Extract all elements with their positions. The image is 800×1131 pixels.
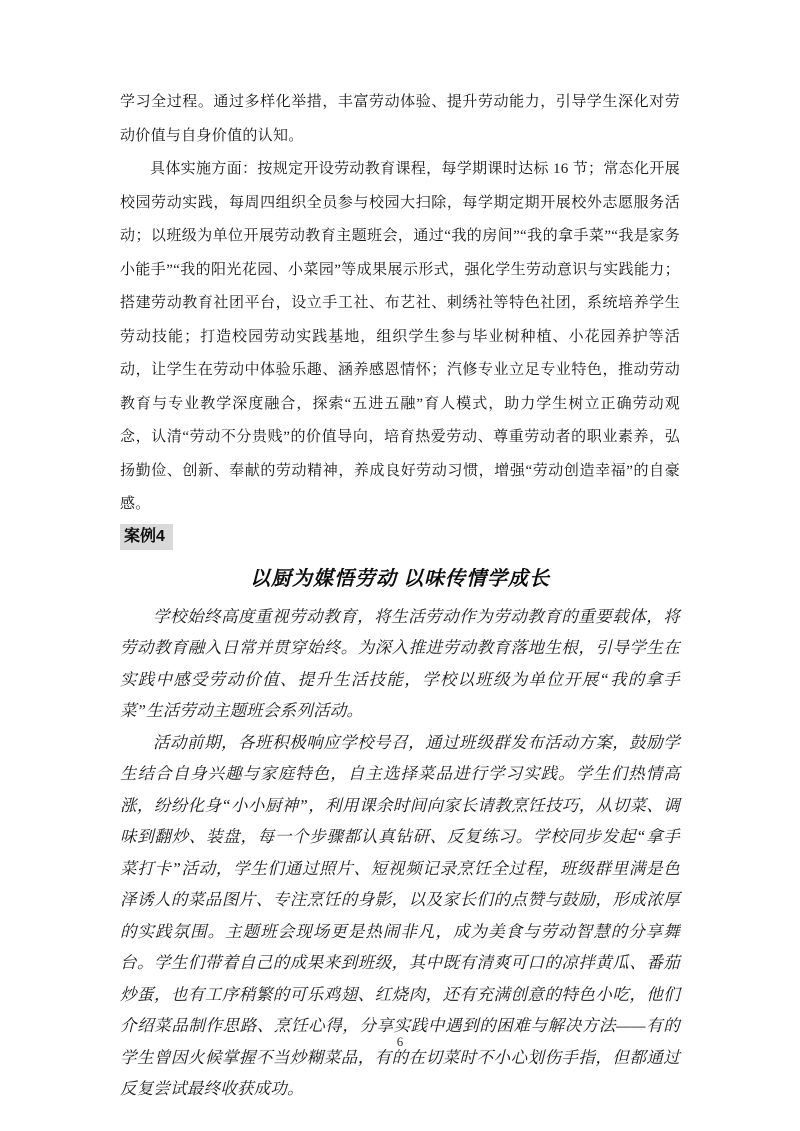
document-body [120,0,680,1105]
case-label-row [120,524,680,550]
paragraph-implementation-details: 具体实施方面：按规定开设劳动教育课程，每学期课时达标 16 节；常态化开展校园劳动实践，每周四组织全员参与校园大扫除，每学期定期开展校外志愿服务活动；以班级为单位开展劳动教育主题班会，通过“我的房间”“我的拿手菜”“我是家务小能手”“我的阳光花园、小菜园”等成果展示形式，强化学生劳动意识与实践能力；搭建劳动教育社团平台，设立手工社、布艺社、刺绣社等特色社团，系统培养学生劳动技能；打造校园劳动实践基地，组织学生参与毕业树种植、小花园养护等活动，让学生在劳动中体验乐趣、涵养感恩情怀；汽修专业立足专业特色，推动劳动教育与专业教学深度融合，探索“五进五融”育人模式，助力学生树立正确劳动观念，认清“劳动不分贵贱”的价值导向，培育热爱劳动、尊重劳动者的职业素养，弘扬勤俭、创新、奉献的劳动精神，养成良好劳动习惯，增强“劳动创造幸福”的自豪感。 [120,161,680,512]
paragraph-case-overview: 学校始终高度重视劳动教育，将生活劳动作为劳动教育的重要载体，将劳动教育融入日常并贯穿始终。为深入推进劳动教育落地生根，引导学生在实践中感受劳动价值、提升生活技能，学校以班级为单位开展“我的拿手菜”生活劳动主题班会系列活动。 [120,606,680,720]
paragraph-case-activity: 活动前期，各班积极响应学校号召，通过班级群发布活动方案，鼓励学生结合自身兴趣与家庭特色，自主选择菜品进行学习实践。学生们热情高涨，纷纷化身“小小厨神”，利用课余时间向家长请教烹饪技巧，从切菜、调味到翻炒、装盘，每一个步骤都认真钻研、反复练习。学校同步发起“拿手菜打卡”活动，学生们通过照片、短视频记录烹饪全过程，班级群里满是色泽诱人的菜品图片、专注烹饪的身影，以及家长们的点赞与鼓励，形成浓厚的实践氛围。主题班会现场更是热闹非凡，成为美食与劳动智慧的分享舞台。学生们带着自己的成果来到班级，其中既有清爽可口的凉拌黄瓜、番茄炒蛋，也有工序稍繁的可乐鸡翅、红烧肉，还有充满创意的特色小吃，他们介绍菜品制作思路、烹饪心得，分享实践中遇到的困难与解决方法——有的学生曾因火候掌握不当炒糊菜品，有的在切菜时不小心划伤手指，但都通过反复尝试最终收获成功。 [120,732,680,1098]
paragraph-intro-continuation: 学习全过程。通过多样化举措，丰富劳动体验、提升劳动能力，引导学生深化对劳动价值与自身价值的认知。 [120,94,680,144]
case-title: 以厨为媒悟劳动 以味传情学成长 [250,567,550,590]
case-label: 案例4 [120,524,173,550]
page-number: 6 [396,1034,404,1049]
